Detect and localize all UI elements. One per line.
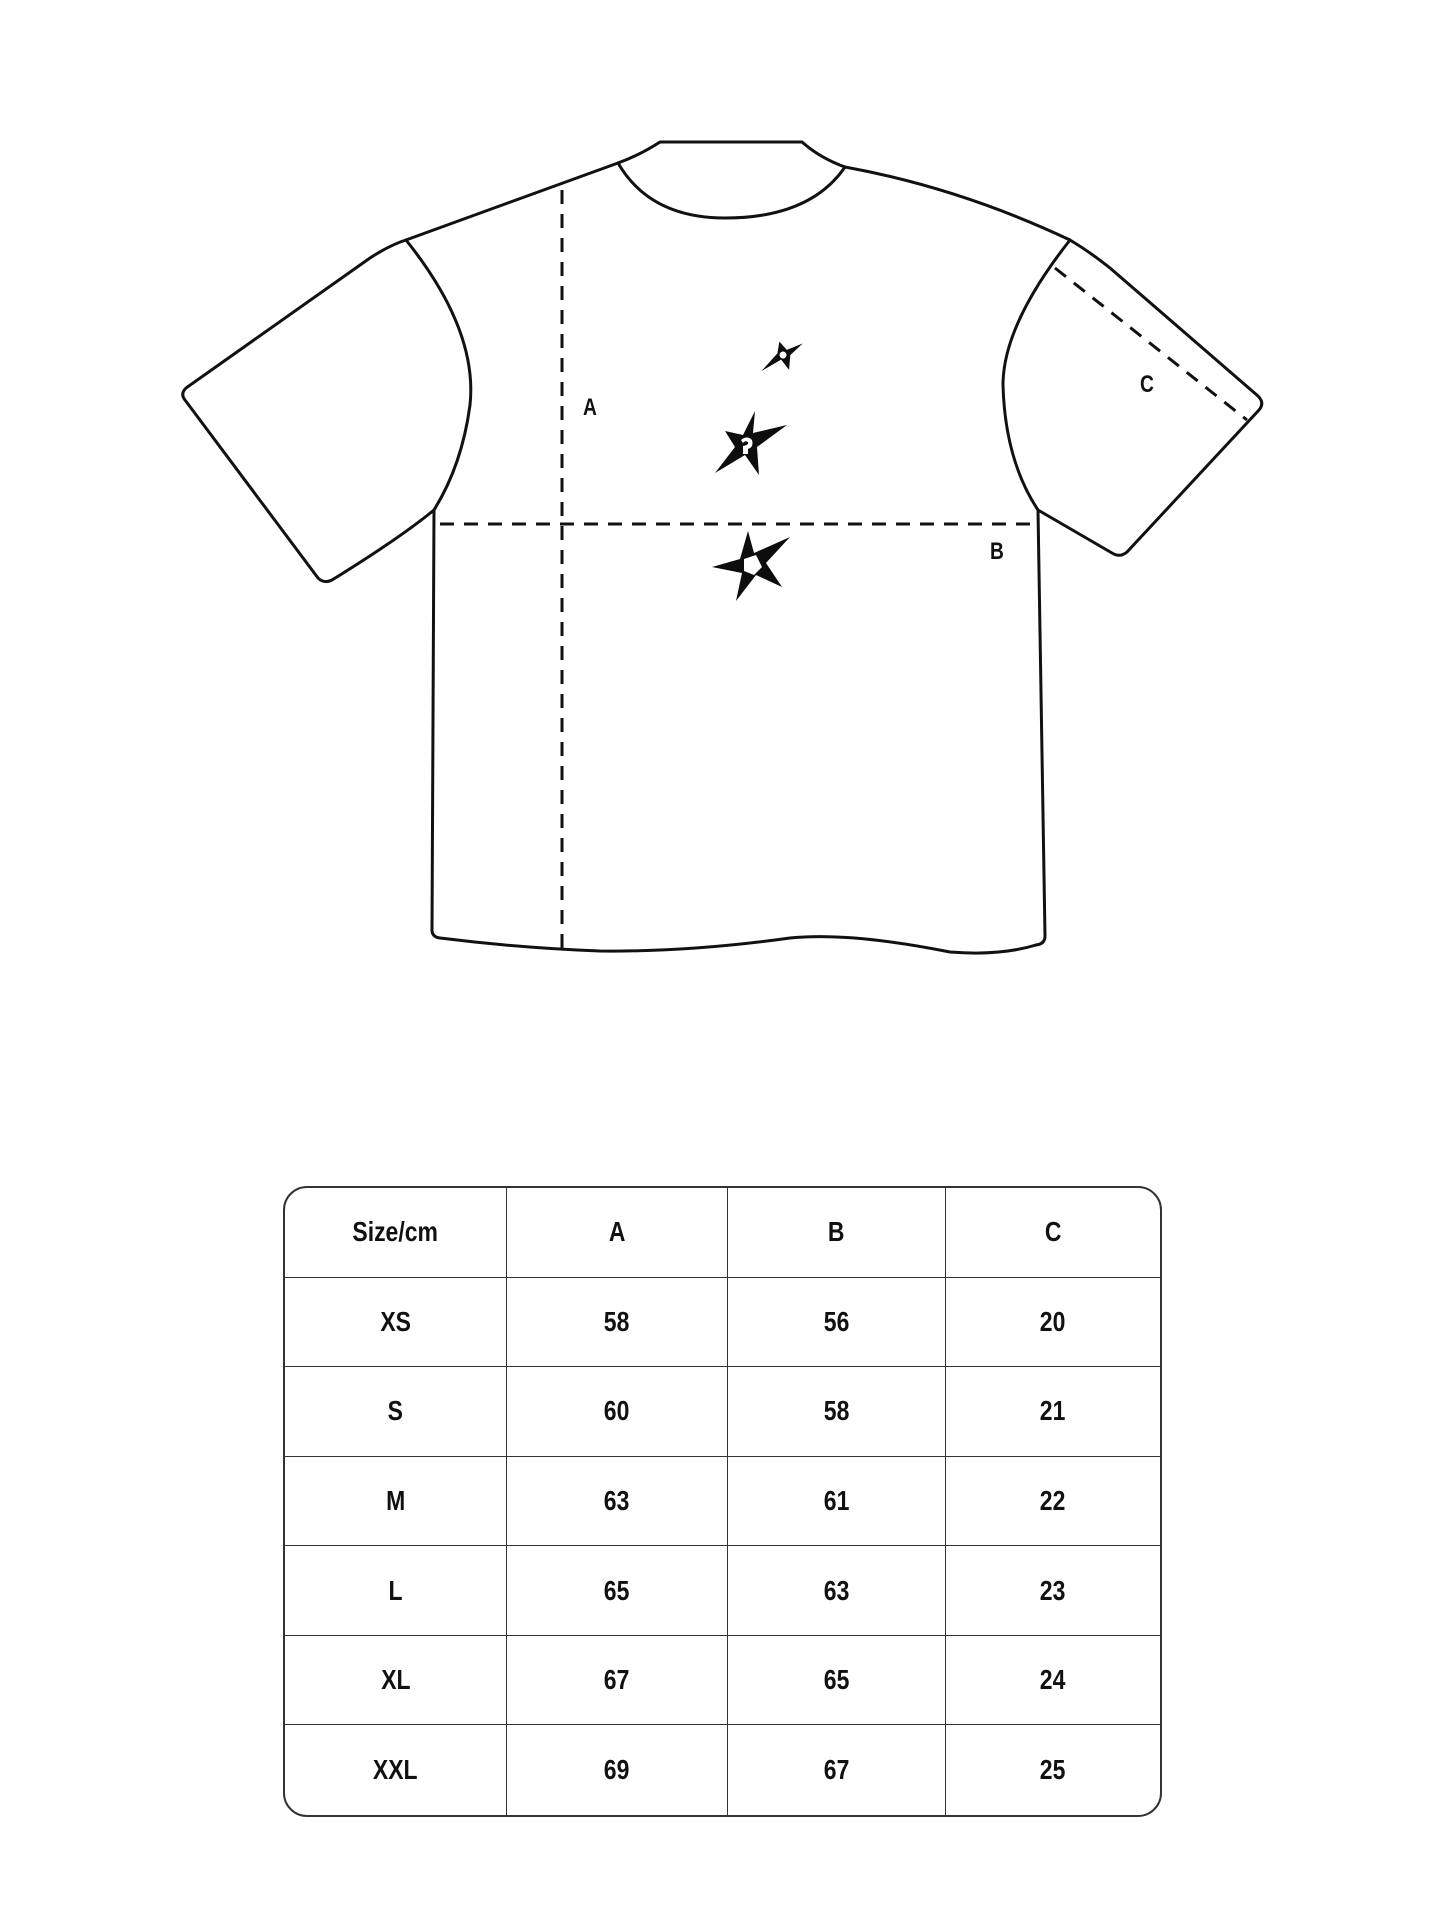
header-a: A [608, 1216, 626, 1248]
table-cell [946, 1546, 1160, 1636]
value-a: 69 [604, 1754, 630, 1786]
size-label: S [387, 1395, 404, 1427]
table-header-cell [946, 1188, 1160, 1278]
table-cell [946, 1457, 1160, 1547]
table-cell-size [285, 1546, 507, 1636]
size-label: M [385, 1484, 406, 1516]
table-cell [728, 1725, 946, 1815]
size-label: XS [380, 1305, 411, 1337]
size-label: XL [380, 1664, 411, 1696]
value-b: 61 [823, 1484, 850, 1516]
table-cell [507, 1546, 728, 1636]
value-a: 58 [604, 1305, 630, 1337]
value-c: 22 [1040, 1484, 1066, 1516]
table-header-cell [507, 1188, 728, 1278]
star-large-icon [712, 531, 790, 601]
table-cell-size [285, 1367, 507, 1457]
table-cell [507, 1636, 728, 1726]
value-b: 58 [823, 1395, 850, 1427]
table-cell-size [285, 1278, 507, 1368]
table-cell [728, 1457, 946, 1547]
measure-label-b: B [990, 538, 1004, 565]
table-cell [507, 1457, 728, 1547]
table-cell [946, 1278, 1160, 1368]
value-c: 23 [1040, 1574, 1066, 1606]
value-c: 24 [1040, 1664, 1066, 1696]
value-a: 67 [604, 1664, 630, 1696]
value-c: 25 [1040, 1754, 1066, 1786]
header-size: Size/cm [352, 1216, 439, 1248]
table-header-cell [285, 1188, 507, 1278]
size-label: XXL [373, 1754, 418, 1786]
size-label: L [388, 1574, 403, 1606]
header-c: C [1044, 1216, 1062, 1248]
table-cell-size [285, 1725, 507, 1815]
value-b: 63 [823, 1574, 850, 1606]
table-cell [728, 1367, 946, 1457]
table-cell [728, 1278, 946, 1368]
table-cell [507, 1278, 728, 1368]
value-a: 63 [604, 1484, 630, 1516]
value-c: 20 [1040, 1305, 1066, 1337]
table-header-cell [728, 1188, 946, 1278]
measure-label-a: A [583, 394, 597, 421]
value-c: 21 [1040, 1395, 1066, 1427]
size-chart-table [283, 1186, 1162, 1817]
value-b: 56 [823, 1305, 850, 1337]
table-cell [507, 1367, 728, 1457]
table-cell [728, 1546, 946, 1636]
table-cell [507, 1725, 728, 1815]
header-b: B [828, 1216, 845, 1248]
table-cell-size [285, 1636, 507, 1726]
table-cell [728, 1636, 946, 1726]
value-a: 65 [604, 1574, 630, 1606]
value-a: 60 [604, 1395, 630, 1427]
star-small-icon [755, 336, 808, 377]
measure-label-c: C [1140, 371, 1154, 398]
table-cell [946, 1636, 1160, 1726]
star-medium-icon [715, 411, 787, 475]
table-cell [946, 1725, 1160, 1815]
value-b: 67 [823, 1754, 850, 1786]
value-b: 65 [823, 1664, 850, 1696]
table-cell [946, 1367, 1160, 1457]
table-cell-size [285, 1457, 507, 1547]
